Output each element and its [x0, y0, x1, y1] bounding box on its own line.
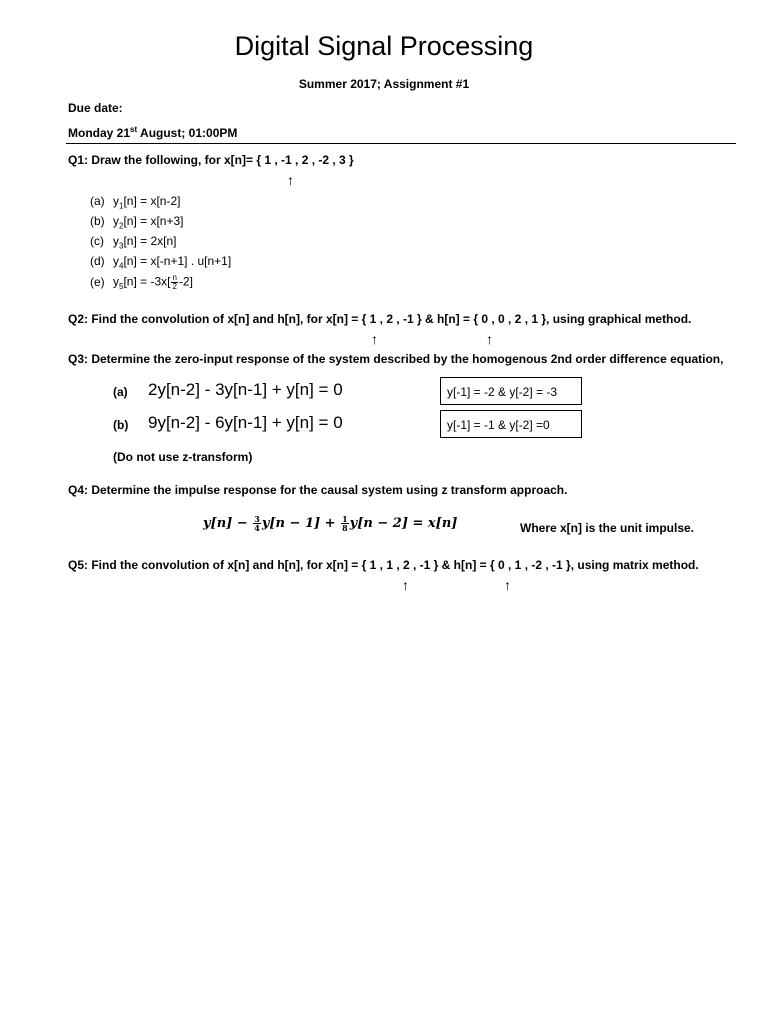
q4-where-note: Where x[n] is the unit impulse.	[520, 521, 695, 535]
assignment-subtitle: Summer 2017; Assignment #1	[298, 77, 470, 91]
q3-b-label: (b)	[113, 418, 129, 432]
q1-item-d: (d) $y_4[n] = x[-n+1]$ . u[n+1]	[90, 254, 232, 271]
q1-item-b: (b) $y_2[n] = x[n+3]$	[90, 214, 184, 231]
q5-h-origin-arrow: ↑	[504, 577, 511, 593]
q3-a-initial-conditions: y[-1] = -2 & y[-2] = -3	[440, 377, 582, 405]
q2-text: Q2: Find the convolution of x[n] and h[n], for x[n] = { 1 , 2 , -1 } & h[n] = { 0 , 0 , 2 , 1 }, using graphical method.	[68, 312, 692, 326]
q3-text: Q3: Determine the zero-input response of the system described by the homogenous 2nd order difference equation,	[68, 352, 724, 366]
q5-text: Q5: Find the convolution of x[n] and h[n], for x[n] = { 1 , 1 , 2 , -1 } & h[n] = { 0 , 1 , -2 , -1 }, using matrix method.	[68, 558, 699, 572]
q3-note: (Do not use z-transform)	[113, 450, 253, 464]
fraction-n-over-2: $\frac{n}{2}$	[172, 273, 177, 291]
page-title: Digital Signal Processing	[234, 31, 534, 61]
q1-text: Q1: Draw the following, for x[n]= { 1 , -1 , 2 , -2 , 3 }	[68, 153, 354, 167]
q1-item-a: (a) $y_1[n] = x[n-2]$	[90, 194, 181, 211]
due-date-value: Monday 21st August; 01:00PM	[68, 125, 238, 140]
q3-a-equation: 2y[n-2] - 3y[n-1] + y[n] = 0	[148, 380, 343, 399]
q5-x-origin-arrow: ↑	[402, 577, 409, 593]
due-date-label: Due date:	[68, 101, 123, 115]
q2-h-origin-arrow: ↑	[486, 331, 493, 347]
q1-origin-arrow: ↑	[287, 172, 294, 188]
q1-item-e: (e) $y_5[n] = -3x$[ $\frac{n}{2}$ -2]	[90, 273, 193, 292]
q3-b-initial-conditions: y[-1] = -1 & y[-2] =0	[440, 410, 582, 438]
q4-equation: y[n] − $\frac{3}{4}$ y[n − 1] + $\frac{1}{8}$ y[n − 2] = x[n]	[203, 514, 458, 533]
header-divider	[66, 143, 736, 144]
q4-text: Q4: Determine the impulse response for the causal system using z transform approach.	[68, 483, 568, 497]
q3-a-label: (a)	[113, 385, 128, 399]
q1-item-c: (c) $y_3[n] = 2x[n]$	[90, 234, 177, 251]
q2-x-origin-arrow: ↑	[371, 331, 378, 347]
q3-b-equation: 9y[n-2] - 6y[n-1] + y[n] = 0	[148, 413, 343, 432]
